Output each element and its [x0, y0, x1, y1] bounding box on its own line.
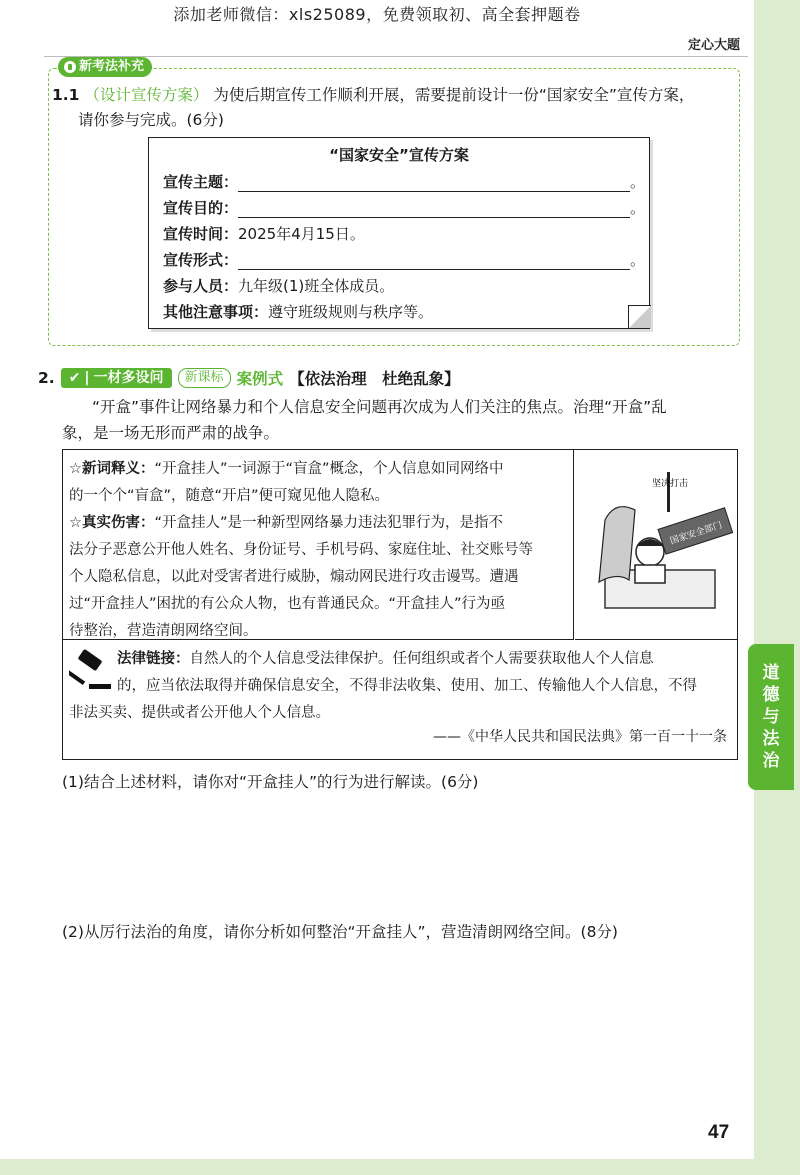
plan-purpose-row: 宣传目的： 。: [163, 199, 646, 217]
watermark-text: 添加老师微信：xls25089，免费领取初、高全套押题卷: [173, 5, 581, 24]
question-text: 为使后期宣传工作顺利开展，需要提前设计一份“国家安全”宣传方案，: [213, 86, 695, 104]
case-type: 案例式: [236, 370, 284, 388]
question-number: 1.1: [52, 86, 80, 104]
plan-theme-row: 宣传主题： 。: [163, 173, 646, 191]
sign-text: 坚决打击: [651, 479, 689, 489]
tag-multi-question: ✔ | 一材多设问: [61, 368, 172, 388]
right-green-margin: [754, 0, 800, 1175]
plan-notes-row: 其他注意事项：遵守班级规则与秩序等。: [163, 303, 434, 321]
header-title: 定心大题: [687, 38, 740, 53]
question-text-line2: 请你参与完成。(6分): [78, 111, 224, 129]
plan-people-row: 参与人员：九年级(1)班全体成员。: [163, 277, 395, 295]
scroll: [599, 507, 635, 582]
form-blank[interactable]: [238, 253, 630, 270]
check-icon: ✔: [68, 370, 81, 386]
section-tag: [58, 57, 152, 77]
question-1-1: [52, 83, 732, 133]
law-link: 法律链接：自然人的个人信息受法律保护。任何组织或者个人需要获取他人个人信息 的，应当依法取得并确保信息安全，不得非法收集、使用、加工、传输他人个人信息，不得 非法买卖、提供或者公开他人个人信息。: [69, 646, 729, 727]
section-tag-label: 新考法补充: [79, 59, 145, 74]
tag-new-curriculum: 新课标: [178, 368, 231, 388]
question-title: 【依法治理 杜绝乱象】: [289, 370, 460, 388]
plan-card: [148, 137, 650, 329]
question-2-header: [38, 367, 460, 389]
sub-question-2: (2)从厉行法治的角度，请你分析如何整治“开盒挂人”，营造清朗网络空间。(8分): [62, 923, 618, 941]
law-source: ——《中华人民共和国民法典》第一百一十一条: [433, 729, 727, 745]
purpose-blank[interactable]: [238, 201, 630, 218]
gavel-icon: [69, 648, 113, 692]
material-text-cell: [63, 450, 574, 640]
board: [658, 508, 733, 554]
question-intro: “开盒”事件让网络暴力和个人信息安全问题再次成为人们关注的焦点。治理“开盒”乱 象，是一场无形而严肃的战争。: [62, 398, 667, 442]
sub-question-1: (1)结合上述材料，请你对“开盒挂人”的行为进行解读。(6分): [62, 773, 479, 791]
question-label: （设计宣传方案）: [84, 86, 209, 104]
page-number: 47: [708, 1122, 730, 1143]
plan-form-row: 宣传形式： 。: [163, 251, 646, 269]
cartoon-illustration: [575, 450, 737, 640]
svg-text:国家安全部门: 国家安全部门: [669, 520, 724, 547]
theme-blank[interactable]: [238, 175, 630, 192]
material-text: ☆新词释义：“开盒挂人”一词源于“盲盒”概念，个人信息如同网络中 的一个个“盲盒”，随意“开启”便可窥见他人隐私。 ☆真实伤害：“开盒挂人”是一种新型网络暴力违法犯罪行为，是指不 法分子恶意公开他人姓名、身份证号、手机号码、家庭住址、社交账号等 个人隐私信息，以此对受害者进行威胁，煽动网民进行攻击谩骂。遭遇 过“开盒挂人”困扰的有公众人物，也有普通民众。“开盒挂人”行为亟 待整治，营造清朗网络空间。: [69, 461, 533, 639]
material-box: [62, 449, 738, 760]
paper-fold-corner: [628, 305, 651, 328]
subject-side-tab[interactable]: 道 德 与 法 治: [748, 644, 794, 790]
lightbulb-icon: [64, 61, 76, 73]
cartoon-svg: [575, 450, 737, 639]
question-number: 2.: [38, 369, 55, 387]
header-divider: [44, 56, 748, 57]
plan-time-row: 宣传时间：2025年4月15日。: [163, 225, 365, 243]
plan-title: “国家安全”宣传方案: [329, 146, 469, 164]
bottom-green-margin: [0, 1159, 800, 1175]
